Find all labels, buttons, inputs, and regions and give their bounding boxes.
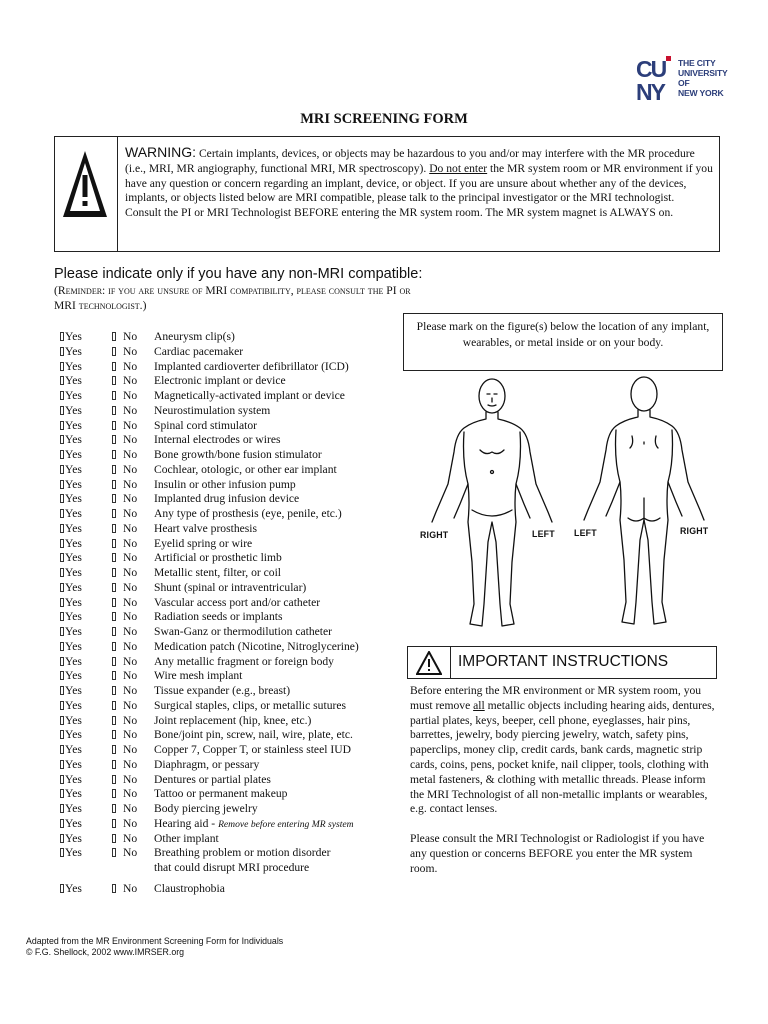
yes-checkbox[interactable] — [60, 775, 64, 784]
checklist-item-label: Body piercing jewelry — [154, 802, 258, 815]
no-option[interactable]: No — [112, 566, 137, 581]
yes-checkbox[interactable] — [60, 642, 64, 651]
logo-line: UNIVERSITY — [678, 68, 728, 78]
checklist-row — [60, 640, 400, 655]
no-option[interactable]: No — [112, 684, 137, 699]
no-option[interactable]: No — [112, 551, 137, 566]
no-checkbox[interactable] — [112, 465, 116, 474]
yes-checkbox[interactable] — [60, 627, 64, 636]
no-option[interactable]: No — [112, 419, 137, 434]
no-checkbox[interactable] — [112, 848, 116, 857]
yes-option[interactable]: Yes — [60, 743, 82, 758]
yes-checkbox[interactable] — [60, 848, 64, 857]
back-body-figure — [584, 377, 704, 624]
no-checkbox[interactable] — [112, 539, 116, 548]
no-option[interactable]: No — [112, 728, 137, 743]
yes-option[interactable]: Yes — [60, 478, 82, 493]
no-option[interactable]: No — [112, 625, 137, 640]
hearing-aid-note: Remove before entering MR system — [218, 818, 354, 830]
yes-checkbox[interactable] — [60, 480, 64, 489]
no-option[interactable]: No — [112, 360, 137, 375]
no-checkbox[interactable] — [112, 598, 116, 607]
front-left-label: LEFT — [532, 529, 555, 539]
yes-checkbox[interactable] — [60, 332, 64, 341]
checklist-item-label: Electronic implant or device — [154, 374, 286, 388]
yes-checkbox[interactable] — [60, 760, 64, 769]
checklist-row — [60, 330, 400, 345]
instructions-title: IMPORTANT INSTRUCTIONS — [458, 653, 669, 670]
yes-option[interactable]: Yes — [60, 330, 82, 345]
no-checkbox[interactable] — [112, 406, 116, 415]
yes-option[interactable]: Yes — [60, 537, 82, 552]
yes-checkbox[interactable] — [60, 568, 64, 577]
checklist-item-label: Surgical staples, clips, or metallic sutures — [154, 698, 347, 712]
cuny-logo — [636, 56, 732, 102]
no-checkbox[interactable] — [112, 421, 116, 430]
yes-checkbox[interactable] — [60, 376, 64, 385]
checklist-row — [60, 625, 400, 640]
checklist-row — [60, 374, 400, 389]
yes-option[interactable]: Yes — [60, 846, 82, 861]
checklist-item-label: Medication patch (Nicotine, Nitroglycerine) — [154, 639, 359, 653]
yes-option[interactable]: Yes — [60, 610, 82, 625]
no-option[interactable]: No — [112, 714, 137, 729]
checklist-item-label: Bone growth/bone fusion stimulator — [154, 448, 322, 461]
yes-checkbox[interactable] — [60, 421, 64, 430]
no-checkbox[interactable] — [112, 347, 116, 356]
checklist-row — [60, 492, 400, 507]
yes-option[interactable]: Yes — [60, 566, 82, 581]
checklist-row — [60, 610, 400, 625]
checklist-item-label: Tattoo or permanent makeup — [154, 787, 288, 801]
no-option[interactable]: No — [112, 463, 137, 478]
checklist-row — [60, 743, 400, 758]
checklist-item-label: Joint replacement (hip, knee, etc.) — [154, 713, 312, 727]
checklist-item-label: Claustrophobia — [154, 881, 225, 895]
no-option[interactable]: No — [112, 802, 137, 817]
yes-option[interactable]: Yes — [60, 802, 82, 817]
instructions-icon-cell — [408, 647, 451, 678]
do-not-enter-text: Do not enter — [429, 161, 488, 175]
body-diagram[interactable] — [408, 372, 726, 640]
body-figures[interactable] — [408, 372, 726, 640]
checklist-row — [60, 507, 400, 522]
reminder-note: (Reminder: if you are unsure of MRI compatibility, please consult the PI or MRI technologist.) — [54, 284, 411, 312]
yes-option[interactable]: Yes — [60, 669, 82, 684]
footer-line-2: © F.G. Shellock, 2002 www.IMRSER.org — [26, 947, 185, 957]
checklist-row — [60, 669, 400, 684]
yes-option[interactable]: Yes — [60, 655, 82, 670]
no-checkbox[interactable] — [112, 686, 116, 695]
page-title: MRI SCREENING FORM — [300, 111, 468, 127]
checklist-item-label: Radiation seeds or implants — [154, 610, 283, 624]
yes-option[interactable]: Yes — [60, 404, 82, 419]
yes-checkbox[interactable] — [60, 819, 64, 828]
no-option[interactable]: No — [112, 507, 137, 522]
no-checkbox[interactable] — [112, 819, 116, 828]
yes-checkbox[interactable] — [60, 884, 64, 893]
yes-option[interactable]: Yes — [60, 389, 82, 404]
no-option[interactable]: No — [112, 655, 137, 670]
no-option[interactable]: No — [112, 846, 137, 861]
yes-checkbox[interactable] — [60, 686, 64, 695]
checklist-item-label: Vascular access port and/or catheter — [154, 595, 321, 609]
front-right-label: RIGHT — [420, 530, 449, 540]
checklist-item-label: Insulin or other infusion pump — [154, 477, 296, 491]
no-checkbox[interactable] — [112, 834, 116, 843]
footer-attribution — [26, 936, 283, 958]
checklist-row — [60, 463, 400, 478]
checklist-item-label: Magnetically-activated implant or device — [154, 389, 345, 402]
checklist-item-label: Metallic stent, filter, or coil — [154, 566, 282, 579]
checklist-row — [60, 448, 400, 463]
no-option[interactable]: No — [112, 817, 137, 832]
no-checkbox[interactable] — [112, 494, 116, 503]
checklist-row — [60, 596, 400, 611]
checklist-item-label: Shunt (spinal or intraventricular) — [154, 580, 307, 594]
yes-checkbox[interactable] — [60, 553, 64, 562]
checklist-item-label: Spinal cord stimulator — [154, 418, 258, 432]
yes-option[interactable]: Yes — [60, 419, 82, 434]
logo-line: OF — [678, 78, 690, 88]
yes-option[interactable]: Yes — [60, 507, 82, 522]
checklist-row — [60, 433, 400, 448]
checklist-row — [60, 581, 400, 596]
no-option[interactable]: No — [112, 522, 137, 537]
no-checkbox[interactable] — [112, 804, 116, 813]
checklist-row — [60, 787, 400, 802]
important-instructions-box — [407, 646, 717, 679]
checklist-item-label: Any type of prosthesis (eye, penile, etc.) — [154, 507, 342, 520]
yes-checkbox[interactable] — [60, 612, 64, 621]
logo-line: THE CITY — [678, 58, 716, 68]
checklist-item-label: Heart valve prosthesis — [154, 521, 258, 535]
no-checkbox[interactable] — [112, 627, 116, 636]
checklist-row — [60, 478, 400, 493]
yes-checkbox[interactable] — [60, 406, 64, 415]
checklist-item-label: Swan-Ganz or thermodilution catheter — [154, 625, 333, 638]
logo-wordmark — [678, 58, 728, 98]
yes-checkbox[interactable] — [60, 347, 64, 356]
yes-checkbox[interactable] — [60, 583, 64, 592]
warning-text: WARNING: Certain implants, devices, or objects may be hazardous to you and/or may interfere with the MR procedure (i.e., MRI, MR angiography, functional MRI, MR spectroscopy). Do not enter the MR system room or MR environment if you have any question or concern regarding an implant, device, or object. If you are unsure about whether any of the devices, implants, or objects listed below are MRI compatible, please talk to the principal investigator or the MRI technologist. Consult the PI or MRI Technologist BEFORE entering the MR system room. The MR system magnet is ALWAYS on. — [125, 144, 713, 220]
no-checkbox[interactable] — [112, 568, 116, 577]
yes-checkbox[interactable] — [60, 789, 64, 798]
warning-label: WARNING: — [125, 144, 197, 160]
no-option[interactable]: No — [112, 596, 137, 611]
checklist-row — [60, 882, 400, 897]
instructions-text — [410, 684, 722, 891]
checklist-row — [60, 404, 400, 419]
no-option[interactable]: No — [112, 773, 137, 788]
checklist-item-label: Hearing aid - Remove before entering MR system — [154, 816, 354, 830]
warning-icon-cell — [55, 137, 118, 251]
checklist-row — [60, 389, 400, 404]
yes-option[interactable]: Yes — [60, 714, 82, 729]
no-option[interactable]: No — [112, 448, 137, 463]
yes-checkbox[interactable] — [60, 494, 64, 503]
no-option[interactable]: No — [112, 537, 137, 552]
checklist-row — [60, 758, 400, 773]
checklist-item-label: Implanted drug infusion device — [154, 492, 300, 506]
checklist-row — [60, 522, 400, 537]
checklist-row — [60, 802, 400, 817]
yes-option[interactable]: Yes — [60, 882, 82, 897]
no-checkbox[interactable] — [112, 376, 116, 385]
yes-option[interactable]: Yes — [60, 522, 82, 537]
yes-option[interactable]: Yes — [60, 817, 82, 832]
checklist-item-label: Aneurysm clip(s) — [154, 330, 235, 343]
checklist-row — [60, 345, 400, 360]
no-checkbox[interactable] — [112, 391, 116, 400]
checklist-item-label: Internal electrodes or wires — [154, 433, 281, 447]
yes-option[interactable]: Yes — [60, 492, 82, 507]
no-option[interactable]: No — [112, 669, 137, 684]
yes-option[interactable]: Yes — [60, 596, 82, 611]
yes-option[interactable]: Yes — [60, 625, 82, 640]
no-option[interactable]: No — [112, 389, 137, 404]
checklist-row — [60, 773, 400, 788]
no-checkbox[interactable] — [112, 450, 116, 459]
yes-checkbox[interactable] — [60, 745, 64, 754]
warning-triangle-icon — [61, 149, 109, 219]
no-checkbox[interactable] — [112, 509, 116, 518]
yes-checkbox[interactable] — [60, 524, 64, 533]
yes-option[interactable]: Yes — [60, 699, 82, 714]
no-checkbox[interactable] — [112, 612, 116, 621]
instructions-paragraph-2: Please consult the MRI Technologist or Radiologist if you have any question or concerns BEFORE you enter the MR system room. — [410, 831, 705, 875]
yes-checkbox[interactable] — [60, 539, 64, 548]
checklist-item-label: Other implant — [154, 831, 219, 845]
checklist-item-label: Neurostimulation system — [154, 403, 271, 417]
yes-option[interactable]: Yes — [60, 463, 82, 478]
checklist-row — [60, 419, 400, 434]
checklist-row — [60, 846, 400, 876]
no-option[interactable]: No — [112, 433, 137, 448]
checklist-row — [60, 360, 400, 375]
checklist-item-label: Copper 7, Copper T, or stainless steel IUD — [154, 743, 351, 756]
figure-instruction-box: Please mark on the figure(s) below the location of any implant, wearables, or metal inside or on your body. — [403, 313, 723, 371]
no-option[interactable]: No — [112, 581, 137, 596]
no-checkbox[interactable] — [112, 332, 116, 341]
checklist-item-label: Eyelid spring or wire — [154, 536, 253, 550]
no-checkbox[interactable] — [112, 671, 116, 680]
no-checkbox[interactable] — [112, 362, 116, 371]
yes-option[interactable]: Yes — [60, 360, 82, 375]
checklist-item-label: Breathing problem or motion disorder that could disrupt MRI procedure — [154, 846, 331, 875]
yes-option[interactable]: Yes — [60, 787, 82, 802]
yes-checkbox[interactable] — [60, 391, 64, 400]
yes-checkbox[interactable] — [60, 804, 64, 813]
checklist-item-label: Cardiac pacemaker — [154, 344, 244, 358]
checklist-item-label: Any metallic fragment or foreign body — [154, 654, 334, 668]
no-option[interactable]: No — [112, 832, 137, 847]
no-checkbox[interactable] — [112, 553, 116, 562]
no-checkbox[interactable] — [112, 789, 116, 798]
warning-box — [54, 136, 720, 252]
no-option[interactable]: No — [112, 787, 137, 802]
checklist-item-label: Wire mesh implant — [154, 669, 243, 683]
yes-checkbox[interactable] — [60, 362, 64, 371]
no-checkbox[interactable] — [112, 657, 116, 666]
checklist-row — [60, 566, 400, 581]
yes-checkbox[interactable] — [60, 465, 64, 474]
checklist-row — [60, 551, 400, 566]
checklist-item-label: Diaphragm, or pessary — [154, 757, 260, 771]
no-option[interactable]: No — [112, 743, 137, 758]
no-option[interactable]: No — [112, 374, 137, 389]
checklist-row — [60, 699, 400, 714]
checklist-item-label: Implanted cardioverter defibrillator (ICD) — [154, 359, 349, 373]
cuny-logo-mark — [636, 56, 676, 102]
yes-checkbox[interactable] — [60, 671, 64, 680]
yes-option[interactable]: Yes — [60, 581, 82, 596]
no-checkbox[interactable] — [112, 760, 116, 769]
checklist-item-label: Bone/joint pin, screw, nail, wire, plate, etc. — [154, 728, 353, 742]
yes-checkbox[interactable] — [60, 701, 64, 710]
checklist-item-label: Artificial or prosthetic limb — [154, 551, 282, 565]
checklist-row — [60, 537, 400, 552]
checklist-item-label: Cochlear, otologic, or other ear implant — [154, 462, 337, 476]
checklist-item-label: Tissue expander (e.g., breast) — [154, 684, 291, 697]
yes-option[interactable]: Yes — [60, 758, 82, 773]
yes-checkbox[interactable] — [60, 509, 64, 518]
checklist-row — [60, 655, 400, 670]
yes-option[interactable]: Yes — [60, 773, 82, 788]
screening-checklist — [60, 330, 400, 897]
yes-option[interactable]: Yes — [60, 551, 82, 566]
no-checkbox[interactable] — [112, 884, 116, 893]
logo-letters-bottom: NY — [636, 79, 664, 102]
yes-option[interactable]: Yes — [60, 684, 82, 699]
no-checkbox[interactable] — [112, 524, 116, 533]
no-checkbox[interactable] — [112, 701, 116, 710]
checklist-item-label: Dentures or partial plates — [154, 772, 271, 786]
no-option[interactable]: No — [112, 640, 137, 655]
yes-checkbox[interactable] — [60, 730, 64, 739]
no-checkbox[interactable] — [112, 745, 116, 754]
yes-checkbox[interactable] — [60, 598, 64, 607]
no-checkbox[interactable] — [112, 716, 116, 725]
no-option[interactable]: No — [112, 758, 137, 773]
no-checkbox[interactable] — [112, 730, 116, 739]
no-option[interactable]: No — [112, 478, 137, 493]
back-left-label: LEFT — [574, 528, 597, 538]
yes-checkbox[interactable] — [60, 834, 64, 843]
all-underlined-text: all — [473, 698, 485, 712]
indicate-heading: Please indicate only if you have any non-MRI compatible: — [54, 266, 423, 282]
no-checkbox[interactable] — [112, 480, 116, 489]
footer-line-1: Adapted from the MR Environment Screening Form for Individuals — [26, 936, 284, 946]
yes-option[interactable]: Yes — [60, 832, 82, 847]
no-option[interactable]: No — [112, 492, 137, 507]
no-option[interactable]: No — [112, 404, 137, 419]
yes-checkbox[interactable] — [60, 450, 64, 459]
yes-option[interactable]: Yes — [60, 374, 82, 389]
front-body-figure — [432, 379, 552, 626]
warning-triangle-icon — [416, 651, 442, 675]
no-option[interactable]: No — [112, 610, 137, 625]
no-option[interactable]: No — [112, 345, 137, 360]
back-right-label: RIGHT — [680, 526, 709, 536]
no-checkbox[interactable] — [112, 435, 116, 444]
no-option[interactable]: No — [112, 882, 137, 897]
yes-checkbox[interactable] — [60, 716, 64, 725]
yes-option[interactable]: Yes — [60, 448, 82, 463]
no-checkbox[interactable] — [112, 775, 116, 784]
no-checkbox[interactable] — [112, 583, 116, 592]
checklist-row — [60, 728, 400, 743]
checklist-row — [60, 817, 400, 832]
yes-option[interactable]: Yes — [60, 728, 82, 743]
yes-option[interactable]: Yes — [60, 640, 82, 655]
yes-option[interactable]: Yes — [60, 345, 82, 360]
yes-checkbox[interactable] — [60, 657, 64, 666]
instructions-paragraph-1: Before entering the MR environment or MR system room, you must remove all metallic objects including hearing aids, dentures, partial plates, keys, beeper, cell phone, eyeglasses, hair pins, barrettes, jewelry, body piercing jewelry, watch, safety pins, paperclips, money clip, credit cards, bank cards, magnetic strip cards, coins, pens, pocket knife, nail clipper, tools, clothing with metal fasteners, & clothing with metallic threads. Please inform the MRI Technologist of all non-metallic implants or wearables, e.g. contact lenses. — [410, 684, 715, 816]
no-option[interactable]: No — [112, 330, 137, 345]
yes-option[interactable]: Yes — [60, 433, 82, 448]
checklist-row — [60, 714, 400, 729]
checklist-row — [60, 684, 400, 699]
yes-checkbox[interactable] — [60, 435, 64, 444]
no-option[interactable]: No — [112, 699, 137, 714]
logo-letters-top: CU — [636, 56, 666, 82]
no-checkbox[interactable] — [112, 642, 116, 651]
checklist-row — [60, 832, 400, 847]
logo-line: NEW YORK — [678, 88, 724, 98]
